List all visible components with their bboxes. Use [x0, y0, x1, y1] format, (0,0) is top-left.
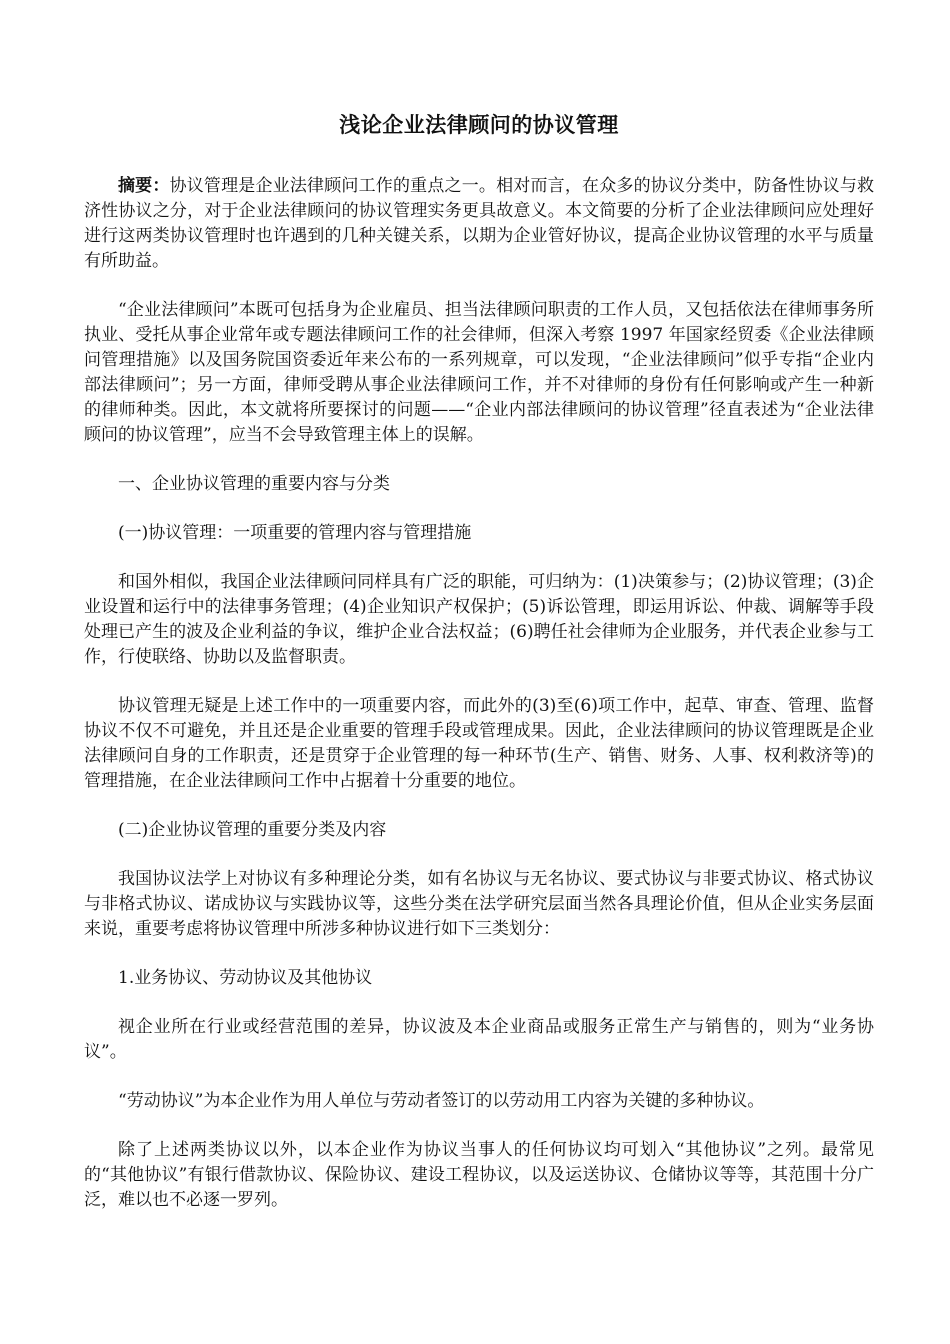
body-paragraph-intro: “企业法律顾问”本既可包括身为企业雇员、担当法律顾问职责的工作人员，又包括依法在律师事务所执业、受托从事企业常年或专题法律顾问工作的社会律师，但深入考察 1997 年国家经贸委《企业法律顾问管理措施》以及国务院国资委近年来公布的一系列规章，可以发现，“企业法律顾问”似乎专指“企业内部法律顾问”；另一方面，律师受聘从事企业法律顾问工作，并不对律师的身份有任何影响或产生一种新的律师种类。因此，本文就将所要探讨的问题——“企业内部法律顾问的协议管理”径直表述为“企业法律顾问的协议管理”，应当不会导致管理主体上的误解。 [84, 300, 874, 445]
subsection-heading-2: (二)企业协议管理的重要分类及内容 [118, 820, 387, 840]
section-heading-1: 一、企业协议管理的重要内容与分类 [118, 474, 390, 494]
body-paragraph-importance: 协议管理无疑是上述工作中的一项重要内容，而此外的(3)至(6)项工作中，起草、审查、管理、监督协议不仅不可避免，并且还是企业重要的管理手段或管理成果。因此，企业法律顾问的协议管理既是企业法律顾问自身的工作职责，还是贯穿于企业管理的每一种环节(生产、销售、财务、人事、权利救济等)的管理措施，在企业法律顾问工作中占据着十分重要的地位。 [84, 696, 874, 791]
body-paragraph-functions: 和国外相似，我国企业法律顾问同样具有广泛的职能，可归纳为：(1)决策参与；(2)协议管理；(3)企业设置和运行中的法律事务管理；(4)企业知识产权保护；(5)诉讼管理，即运用诉讼、仲裁、调解等手段处理已产生的波及企业利益的争议，维护企业合法权益；(6)聘任社会律师为企业服务，并代表企业参与工作，行使联络、协助以及监督职责。 [84, 572, 874, 667]
body-paragraph-labor: “劳动协议”为本企业作为用人单位与劳动者签订的以劳动用工内容为关键的多种协议。 [118, 1091, 765, 1111]
abstract-paragraph [84, 174, 874, 274]
document-title: 浅论企业法律顾问的协议管理 [339, 113, 619, 137]
document-page [84, 110, 874, 1237]
body-paragraph-business: 视企业所在行业或经营范围的差异，协议波及本企业商品或服务正常生产与销售的，则为“业务协议”。 [84, 1017, 874, 1062]
item-heading-1: 1.业务协议、劳动协议及其他协议 [118, 968, 373, 988]
abstract-label: 摘要： [118, 176, 170, 196]
subsection-heading-1: (一)协议管理：一项重要的管理内容与管理措施 [118, 523, 472, 543]
body-paragraph-other: 除了上述两类协议以外，以本企业作为协议当事人的任何协议均可划入“其他协议”之列。最常见的“其他协议”有银行借款协议、保险协议、建设工程协议，以及运送协议、仓储协议等等，其范围十分广泛，难以也不必逐一罗列。 [84, 1140, 874, 1210]
abstract-text: 协议管理是企业法律顾问工作的重点之一。相对而言，在众多的协议分类中，防备性协议与救济性协议之分，对于企业法律顾问的协议管理实务更具故意义。本文简要的分析了企业法律顾问应处理好进行这两类协议管理时也许遇到的几种关键关系，以期为企业管好协议，提高企业协议管理的水平与质量有所助益。 [84, 176, 875, 271]
body-paragraph-classification: 我国协议法学上对协议有多种理论分类，如有名协议与无名协议、要式协议与非要式协议、格式协议与非格式协议、诺成协议与实践协议等，这些分类在法学研究层面当然各具理论价值，但从企业实务层面来说，重要考虑将协议管理中所涉多种协议进行如下三类划分： [84, 869, 874, 939]
